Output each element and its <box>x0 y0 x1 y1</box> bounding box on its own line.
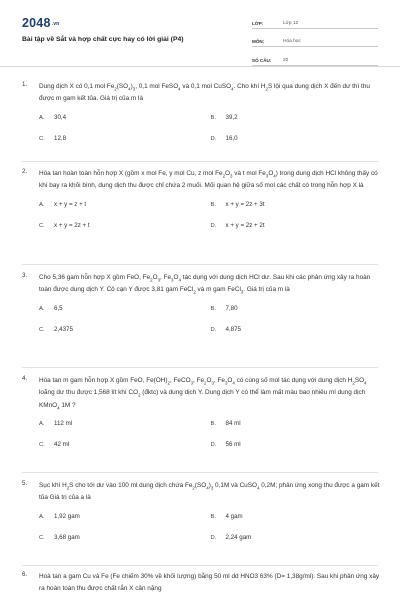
document-meta <box>252 13 378 69</box>
option-d[interactable]: D. 16,0 <box>210 134 238 142</box>
meta-label: LỚP: <box>252 20 264 26</box>
question-text: Hòa tan m gam hỗn hợp X gồm FeO, $Fe(OH)_2$, FeCO$_3$, $Fe_2O_3$, $Fe_3O_4$ có cùng số mol tác dụng với dung dịch $H_2SO_4$ loãng dư thu được 1,568 lít khí $CO_2$ (đktc) và dung dịch Y. Dung dịch Y có thể làm mất màu bao nhiêu ml dung dịch KMnO$_4$ 1M ? <box>39 377 367 411</box>
option-c[interactable]: C. 2,4375 <box>39 325 73 333</box>
question-text: Hòa tan hoàn toàn hỗn hợp X (gồm x mol Fe, y mol Cu, z mol $Fe_2O_3$ và t mol $Fe_3O_4$) trong dung dịch HCl không thấy có khí bay ra khỏi bình, dung dịch thu được chỉ chứa 2 muối. Mối quan hệ giữa số mol các chất có trong hỗn hợp X là <box>39 170 378 190</box>
divider <box>22 367 378 368</box>
question-1 <box>22 81 382 156</box>
logo-text: 2048 <box>22 16 51 30</box>
meta-row-grade <box>252 13 378 29</box>
question-5 <box>22 480 382 555</box>
option-a[interactable]: A. 112 ml <box>39 420 73 428</box>
question-number: 3. <box>22 272 28 279</box>
meta-row-subject <box>252 32 378 48</box>
question-2 <box>22 168 382 243</box>
divider <box>22 264 378 265</box>
divider <box>22 472 378 473</box>
option-d[interactable]: D. 4,875 <box>210 325 241 333</box>
option-a[interactable]: A. 6,5 <box>39 304 63 312</box>
option-b[interactable]: B. 4 gam <box>210 512 243 520</box>
option-b[interactable]: B. 7,80 <box>210 304 238 312</box>
option-c[interactable]: C. 3,68 gam <box>39 533 80 541</box>
answer-options <box>39 420 382 462</box>
option-b[interactable]: B. x + y = 2z + 3t <box>210 200 265 208</box>
question-text: Dung dịch X có 0,1 mol $Fe_2(SO_4)_3$, 0,1 mol FeSO$_4$ và 0,1 mol CuSO$_4$. Cho khí $H_2S$ lội qua dung dịch X đến dư thì thu được m gam kết tủa. Giá trị của m là <box>39 83 370 103</box>
option-c[interactable]: C. 42 ml <box>39 441 70 449</box>
option-a[interactable]: A. 30,4 <box>39 113 67 121</box>
answer-options <box>39 114 382 156</box>
meta-value: Lớp 12 <box>283 20 299 26</box>
page-header <box>0 0 400 67</box>
meta-row-question-count <box>252 50 378 66</box>
meta-value: Hóa học <box>283 39 301 44</box>
question-number: 5. <box>22 480 28 487</box>
question-number: 1. <box>22 81 28 88</box>
option-a[interactable]: A. x + y = z + t <box>39 200 87 208</box>
site-logo[interactable] <box>22 16 59 30</box>
question-number: 6. <box>22 571 28 578</box>
question-text: Hoà tan a gam Cu và Fe (Fe chiếm 30% về khối lượng) bằng 50 ml dd HNO3 63% (D= 1,38g/ml). Sau khi phản ứng xảy ra hoàn toàn thu được chất rắn X cân nặng <box>39 573 380 593</box>
option-b[interactable]: B. 39,2 <box>210 113 238 121</box>
question-text: Cho 5,36 gam hỗn hợp X gồm FeO, $Fe_2O_3$, $Fe_3O_4$ tác dụng với dung dịch HCl dư. Sau khi các phản ứng xảy ra hoàn toàn được dung dịch Y. Cô cạn Y được 3,81 gam FeCl$_2$ và m gam FeCl$_3$. Giá trị của m là <box>39 274 371 295</box>
meta-value: 20 <box>283 57 289 63</box>
option-c[interactable]: C. x + y = 2z + t <box>39 221 90 229</box>
meta-label: MÔN: <box>252 39 265 44</box>
option-d[interactable]: D. 56 ml <box>210 441 241 449</box>
logo-suffix: .vn <box>51 21 60 27</box>
question-text: Sục khí $H_2S$ cho tới dư vào 100 ml dung dịch chứa $Fe_2(SO_4)_3$ 0,1M và CuSO$_4$ 0,2M; phản ứng xong thu được a gam kết tủa Giá trị của a là <box>39 482 380 502</box>
question-number: 4. <box>22 375 28 382</box>
answer-options <box>39 513 382 555</box>
answer-options <box>39 201 382 243</box>
meta-label: SỐ CÂU: <box>252 57 272 63</box>
option-a[interactable]: A. 1,92 gam <box>39 512 80 520</box>
document-title: Bài tập về Sắt và hợp chất cực hay có lời giải (P4) <box>22 36 184 43</box>
answer-options <box>39 305 382 347</box>
question-3 <box>22 272 382 347</box>
option-c[interactable]: C. 12,8 <box>39 134 67 142</box>
question-4 <box>22 375 382 462</box>
option-d[interactable]: D. x + y = 2z + 2t <box>210 221 265 229</box>
question-number: 2. <box>22 168 28 175</box>
divider <box>22 565 378 566</box>
divider <box>22 161 378 162</box>
option-b[interactable]: B. 84 ml <box>210 420 241 428</box>
option-d[interactable]: D. 2,24 gam <box>210 533 252 541</box>
question-6 <box>22 571 382 596</box>
